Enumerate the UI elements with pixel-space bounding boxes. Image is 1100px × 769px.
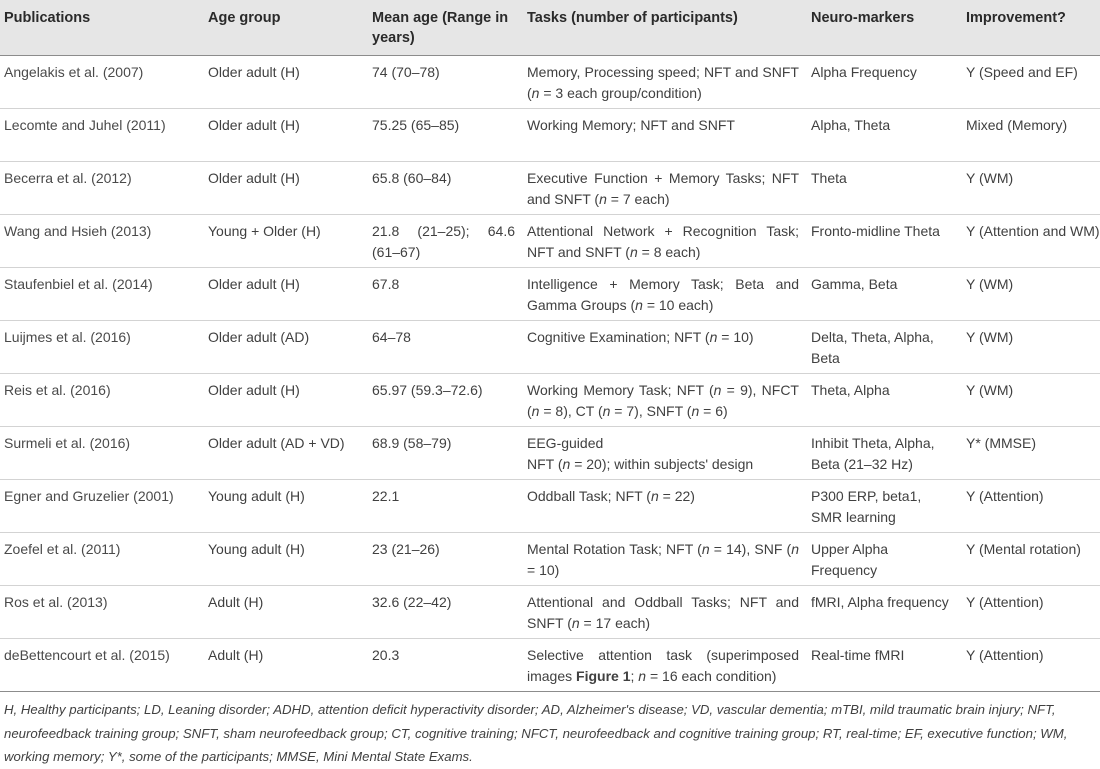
task-text-segment: = 3 each group/condition) [539, 84, 702, 101]
cell-publication: Egner and Gruzelier (2001) [0, 480, 202, 533]
table-row [0, 321, 1100, 374]
cell-publication: Ros et al. (2013) [0, 586, 202, 639]
task-text-segment: = 9), NFCT ( [527, 382, 799, 419]
task-text-segment: n [791, 541, 799, 557]
cell-age-group: Young adult (H) [202, 533, 366, 586]
cell-improvement: Y (Speed and EF) [960, 56, 1100, 109]
cell-publication: Staufenbiel et al. (2014) [0, 268, 202, 321]
cell-mean-age: 20.3 [366, 639, 521, 692]
cell-age-group: Adult (H) [202, 639, 366, 692]
task-text-segment: = 20); within subjects' design [570, 455, 754, 472]
cell-publication: Zoefel et al. (2011) [0, 533, 202, 586]
task-text-segment: Intelligence + Memory Task; Beta and Gamma Groups ( [527, 276, 799, 313]
cell-publication: Angelakis et al. (2007) [0, 56, 202, 109]
cell-publication: Becerra et al. (2012) [0, 162, 202, 215]
cell-mean-age: 68.9 (58–79) [366, 427, 521, 480]
cell-neuro-markers: Inhibit Theta, Alpha, Beta (21–32 Hz) [805, 427, 960, 480]
cell-improvement: Y (Attention) [960, 480, 1100, 533]
cell-tasks [521, 109, 805, 162]
task-text-segment: Attentional Network + Recognition Task; NFT and SNFT ( [527, 223, 799, 260]
task-text-segment: = 14), SNF ( [709, 541, 792, 557]
cell-neuro-markers: Alpha Frequency [805, 56, 960, 109]
cell-tasks [521, 586, 805, 639]
cell-improvement: Y (Attention and WM) [960, 215, 1100, 268]
cell-improvement: Y (Attention) [960, 586, 1100, 639]
table-row [0, 427, 1100, 480]
task-text-segment: n [650, 488, 659, 504]
task-text-segment: Cognitive Examination; NFT ( [527, 329, 710, 345]
task-text-segment: n [531, 402, 540, 419]
cell-tasks [521, 56, 805, 109]
cell-publication: Lecomte and Juhel (2011) [0, 109, 202, 162]
task-text-segment: n [629, 243, 638, 260]
table-row [0, 586, 1100, 639]
cell-neuro-markers: Real-time fMRI [805, 639, 960, 692]
cell-mean-age: 22.1 [366, 480, 521, 533]
task-text-segment: = 10) [527, 561, 560, 578]
table-row [0, 480, 1100, 533]
task-text-segment: n [599, 190, 607, 207]
task-text-segment: = 10) [717, 329, 754, 345]
task-text-segment: Working Memory Task; NFT ( [527, 382, 714, 398]
task-text-segment: Working Memory; NFT and SNFT [527, 117, 735, 133]
cell-mean-age: 65.8 (60–84) [366, 162, 521, 215]
task-text-segment: = 16 each condition) [646, 667, 777, 684]
cell-mean-age: 65.97 (59.3–72.6) [366, 374, 521, 427]
table-row [0, 109, 1100, 162]
cell-age-group: Older adult (H) [202, 374, 366, 427]
table-row [0, 639, 1100, 692]
cell-neuro-markers: Fronto-midline Theta [805, 215, 960, 268]
cell-mean-age: 64–78 [366, 321, 521, 374]
task-text-segment: = 8 each) [637, 243, 701, 260]
table-row [0, 533, 1100, 586]
task-text-segment: n [571, 614, 580, 631]
cell-neuro-markers: Alpha, Theta [805, 109, 960, 162]
cell-improvement: Y (WM) [960, 268, 1100, 321]
cell-mean-age: 23 (21–26) [366, 533, 521, 586]
task-text-segment: n [638, 667, 647, 684]
cell-tasks [521, 215, 805, 268]
cell-improvement: Y (WM) [960, 374, 1100, 427]
cell-mean-age: 21.8 (21–25); 64.6 (61–67) [366, 215, 521, 268]
table-footnote: H, Healthy participants; LD, Leaning disorder; ADHD, attention deficit hyperactivity disorder; AD, Alzheimer's disease; VD, vascular dementia; mTBI, mild traumatic brain injury; NFT, neurofeedback training group; SNFT, sham neurofeedback group; CT, cognitive training; NFCT, neurofeedback and cognitive training group; RT, real-time; EF, executive function; WM, working memory; Y*, some of the participants; MMSE, Mini Mental State Exams. [4, 702, 1068, 764]
cell-neuro-markers: P300 ERP, beta1, SMR learning [805, 480, 960, 533]
task-text-segment: n [635, 296, 643, 313]
cell-publication: Reis et al. (2016) [0, 374, 202, 427]
task-text-segment: Mental Rotation Task; NFT ( [527, 541, 702, 557]
cell-improvement: Mixed (Memory) [960, 109, 1100, 162]
cell-improvement: Y* (MMSE) [960, 427, 1100, 480]
cell-tasks [521, 321, 805, 374]
table-body [0, 56, 1100, 692]
cell-neuro-markers: Theta, Alpha [805, 374, 960, 427]
task-text-segment: Attentional and Oddball Tasks; NFT and SNFT ( [527, 594, 799, 631]
task-text-segment: n [602, 402, 611, 419]
cell-neuro-markers: fMRI, Alpha frequency [805, 586, 960, 639]
cell-improvement: Y (Attention) [960, 639, 1100, 692]
cell-neuro-markers: Upper Alpha Frequency [805, 533, 960, 586]
header-publications: Publications [0, 0, 202, 56]
task-text-segment: = 22) [658, 488, 695, 504]
header-improvement: Improvement? [960, 0, 1100, 56]
table-row [0, 162, 1100, 215]
task-text-segment: n [709, 329, 718, 345]
header-row [0, 0, 1100, 56]
cell-tasks [521, 162, 805, 215]
cell-improvement: Y (WM) [960, 321, 1100, 374]
cell-neuro-markers: Delta, Theta, Alpha, Beta [805, 321, 960, 374]
table-row [0, 374, 1100, 427]
task-text-segment: Executive Function + Memory Tasks; NFT and SNFT ( [527, 170, 799, 207]
cell-age-group: Older adult (AD) [202, 321, 366, 374]
cell-publication: Surmeli et al. (2016) [0, 427, 202, 480]
task-text-segment: EEG-guided [527, 435, 604, 451]
cell-neuro-markers: Theta [805, 162, 960, 215]
table-row [0, 215, 1100, 268]
cell-age-group: Young + Older (H) [202, 215, 366, 268]
cell-improvement: Y (Mental rotation) [960, 533, 1100, 586]
figure-reference-link[interactable]: Figure 1 [576, 667, 631, 684]
task-text-segment: Oddball Task; NFT ( [527, 488, 651, 504]
cell-tasks [521, 533, 805, 586]
task-text-segment: = 7), SNFT ( [610, 402, 692, 419]
task-text-segment: = 6) [699, 402, 728, 419]
cell-mean-age: 74 (70–78) [366, 56, 521, 109]
task-text-segment: = 8), CT ( [539, 402, 603, 419]
task-text-segment: = 10 each) [642, 296, 714, 313]
cell-improvement: Y (WM) [960, 162, 1100, 215]
task-text-segment: = 17 each) [579, 614, 651, 631]
task-text-segment: ; [630, 667, 639, 684]
task-text-segment: n [701, 541, 710, 557]
cell-tasks [521, 268, 805, 321]
cell-age-group: Older adult (H) [202, 162, 366, 215]
table-row [0, 268, 1100, 321]
table-row [0, 56, 1100, 109]
cell-age-group: Older adult (AD + VD) [202, 427, 366, 480]
task-text-segment: NFT ( [527, 455, 563, 472]
cell-mean-age: 75.25 (65–85) [366, 109, 521, 162]
task-text-segment: Memory, Processing speed; NFT and SNFT ( [527, 64, 799, 101]
task-text-segment: n [713, 382, 722, 398]
header-neuro-markers: Neuro-markers [805, 0, 960, 56]
cell-mean-age: 67.8 [366, 268, 521, 321]
cell-neuro-markers: Gamma, Beta [805, 268, 960, 321]
cell-publication: deBettencourt et al. (2015) [0, 639, 202, 692]
header-tasks: Tasks (number of participants) [521, 0, 805, 56]
task-text-segment: n [531, 84, 540, 101]
cell-publication: Luijmes et al. (2016) [0, 321, 202, 374]
cell-age-group: Young adult (H) [202, 480, 366, 533]
cell-mean-age: 32.6 (22–42) [366, 586, 521, 639]
task-text-segment: = 7 each) [606, 190, 670, 207]
task-text-segment: Selective attention task (superimposed images [527, 647, 799, 684]
cell-age-group: Adult (H) [202, 586, 366, 639]
cell-age-group: Older adult (H) [202, 268, 366, 321]
task-text-segment: n [562, 455, 571, 472]
cell-tasks [521, 374, 805, 427]
cell-publication: Wang and Hsieh (2013) [0, 215, 202, 268]
table-header [0, 0, 1100, 56]
task-text-segment: n [691, 402, 700, 419]
header-age-group: Age group [202, 0, 366, 56]
cell-tasks [521, 639, 805, 692]
cell-tasks [521, 427, 805, 480]
cell-tasks [521, 480, 805, 533]
header-mean-age: Mean age (Range in years) [366, 0, 521, 56]
cell-age-group: Older adult (H) [202, 109, 366, 162]
cell-age-group: Older adult (H) [202, 56, 366, 109]
